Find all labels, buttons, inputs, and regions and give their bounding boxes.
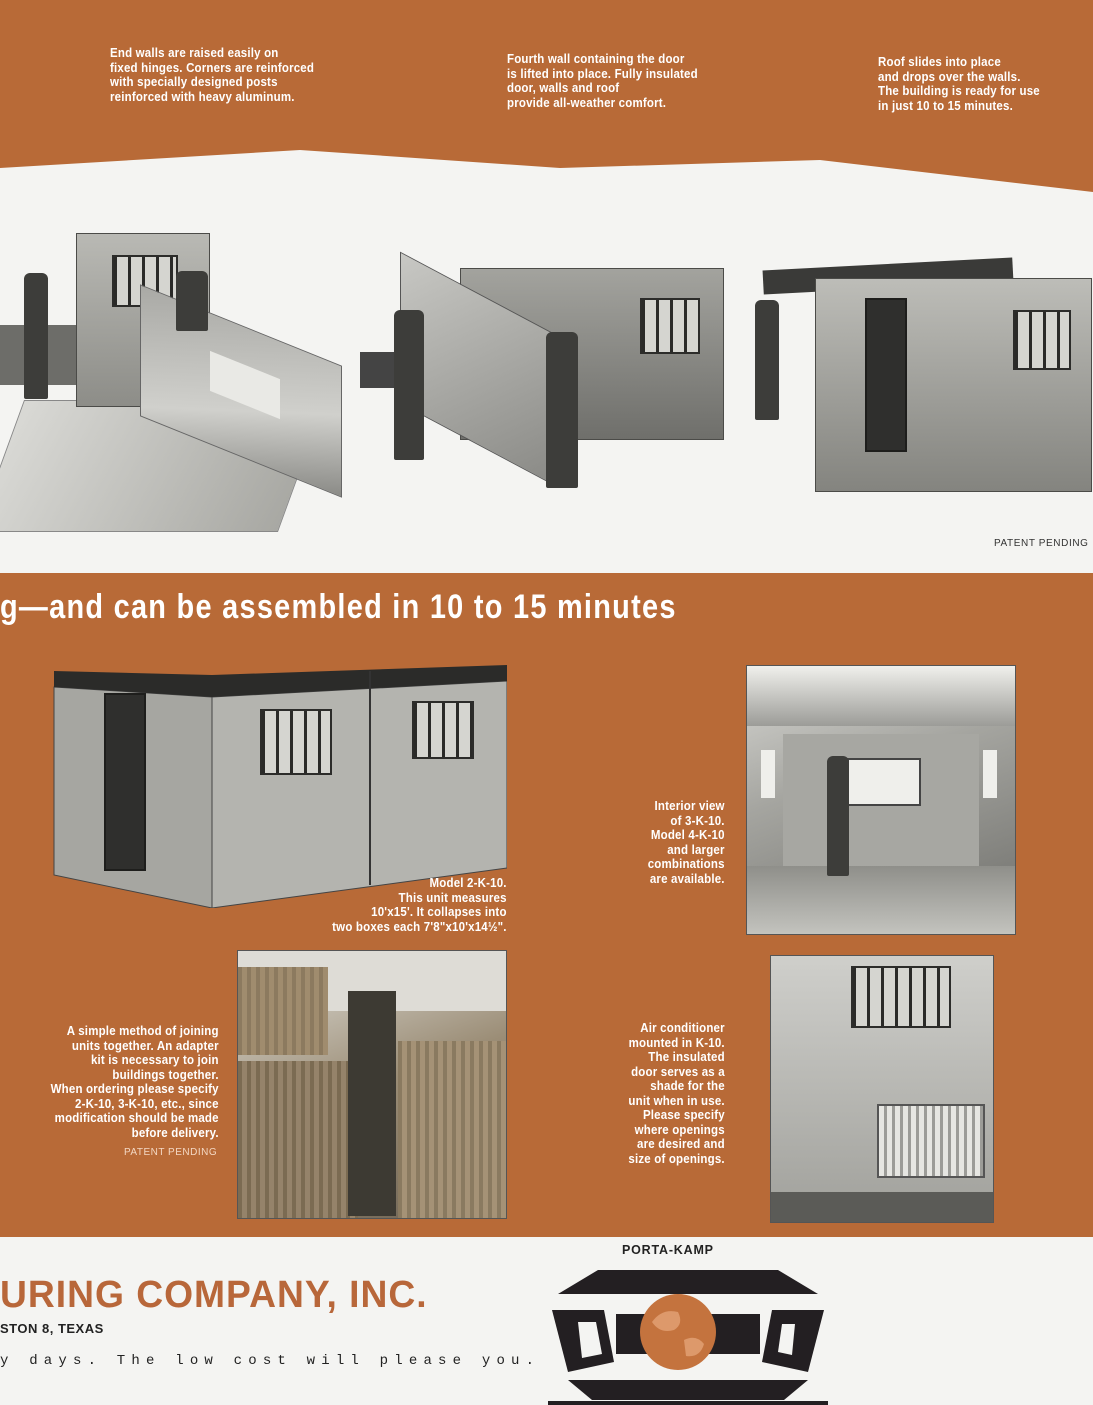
headline: g—and can be assembled in 10 to 15 minutes bbox=[0, 588, 677, 626]
assembly-photo-1 bbox=[0, 225, 350, 525]
door bbox=[865, 298, 907, 452]
worker-figure bbox=[176, 271, 208, 331]
man-figure bbox=[827, 756, 849, 876]
assembly-photo-3 bbox=[755, 264, 1093, 494]
caption-end-walls: End walls are raised easily on fixed hinges. Corners are reinforced with specially designed posts reinforced with heavy aluminum. bbox=[110, 46, 315, 104]
caption-interior: Interior view of 3-K-10. Model 4-K-10 and larger combinations are available. bbox=[648, 799, 725, 886]
footer-tagline: y days. The low cost will please you. bbox=[0, 1353, 541, 1369]
worker-figure bbox=[755, 300, 779, 420]
company-name: URING COMPANY, INC. bbox=[0, 1274, 428, 1316]
photo-air-conditioner bbox=[770, 955, 994, 1223]
worker-figure bbox=[24, 273, 48, 399]
assembly-photo-2 bbox=[360, 262, 730, 492]
logo-title: PORTA-KAMP bbox=[622, 1243, 714, 1257]
caption-model-2k10: Model 2-K-10. This unit measures 10'x15'. It collapses into two boxes each 7'8"x10'x14½". bbox=[332, 876, 507, 934]
worker-figure bbox=[394, 310, 424, 460]
patent-pending-top: PATENT PENDING bbox=[994, 538, 1089, 549]
porta-kamp-logo bbox=[548, 1262, 828, 1405]
company-address: STON 8, TEXAS bbox=[0, 1321, 104, 1336]
caption-fourth-wall: Fourth wall containing the door is lifted into place. Fully insulated door, walls and roof provide all-weather comfort. bbox=[507, 52, 698, 110]
caption-joining: A simple method of joining units together. An adapter kit is necessary to join buildings together. When ordering please specify 2-K-10, 3-K-10, etc., since modification should be made before delivery. bbox=[50, 1024, 219, 1140]
photo-model-2k10 bbox=[52, 663, 507, 908]
door bbox=[104, 693, 146, 871]
photo-interior-3k10 bbox=[746, 665, 1016, 935]
caption-roof: Roof slides into place and drops over the walls. The building is ready for use in just 10 to 15 minutes. bbox=[878, 55, 1040, 113]
photo-joining bbox=[237, 950, 507, 1219]
worker-figure bbox=[546, 332, 578, 488]
caption-air-conditioner: Air conditioner mounted in K-10. The insulated door serves as a shade for the unit when in use. Please specify where openings are desired and size of openings. bbox=[628, 1021, 725, 1166]
air-conditioner-unit bbox=[877, 1104, 985, 1178]
patent-pending-joining: PATENT PENDING bbox=[124, 1147, 218, 1158]
